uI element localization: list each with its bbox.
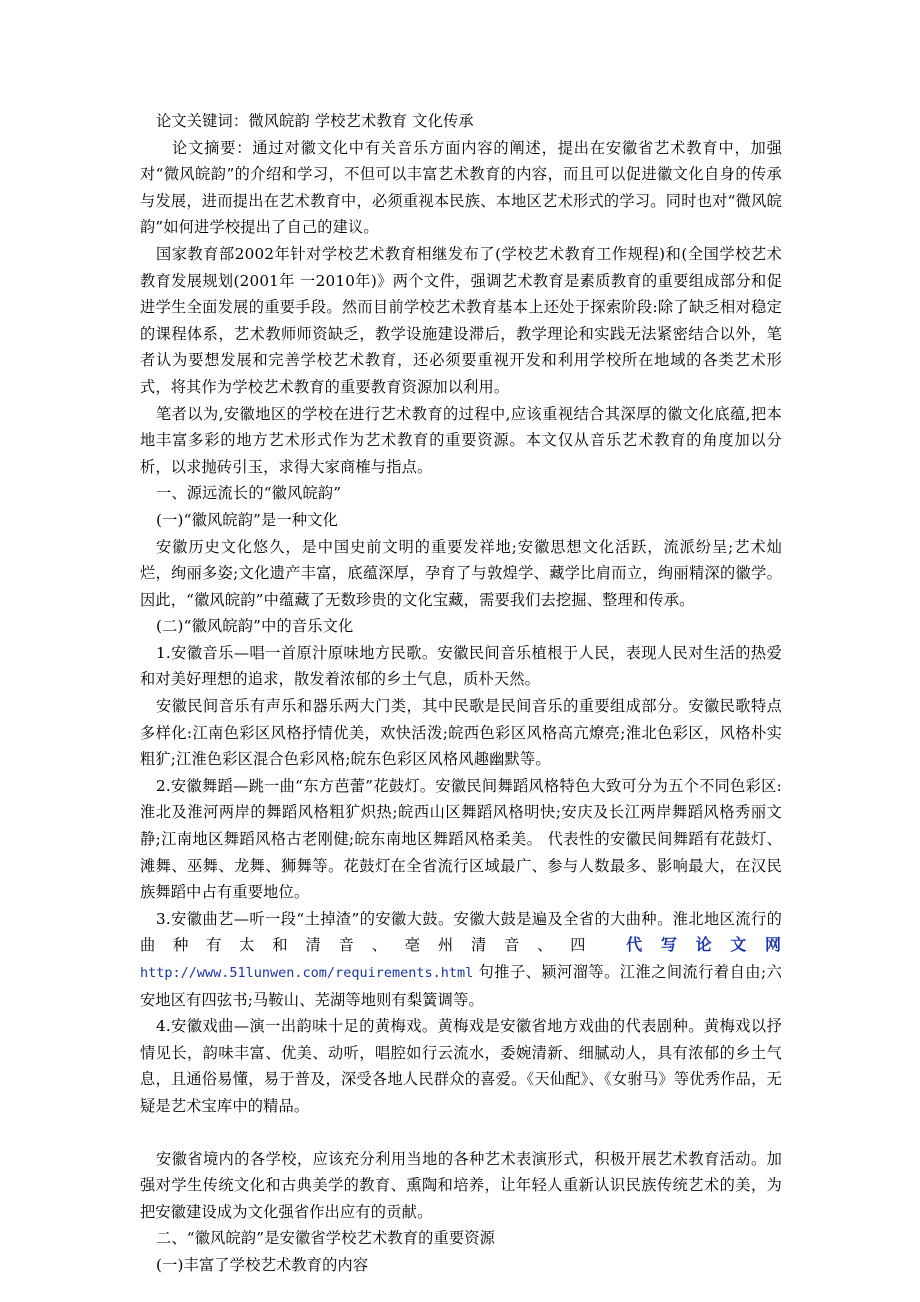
abstract-paragraph: 论文摘要：通过对徽文化中有关音乐方面内容的阐述，提出在安徽省艺术教育中，加强对“微风皖韵”的介绍和学习，不但可以丰富艺术教育的内容，而且可以促进徽文化自身的传承与发展，进而提出在艺术教育中，必须重视本民族、本地区艺术形式的学习。同时也对“微风皖韵”如何进学校提出了自己的建议。 (140, 138, 782, 237)
subheading-enrich: (一)丰富了学校艺术教育的内容 (156, 1255, 369, 1274)
quyi-paragraph (140, 906, 782, 1013)
ad-link-url[interactable]: http://www.51lunwen.com/requirements.html (140, 965, 474, 981)
keywords-line: 论文关键词：微风皖韵 学校艺术教育 文化传承 (156, 112, 474, 130)
author-view-paragraph: 笔者以为,安徽地区的学校在进行艺术教育的过程中,应该重视结合其深厚的徽文化底蕴,把本地丰富多彩的地方艺术形式作为艺术教育的重要资源。本文仅从音乐艺术教育的角度加以分析，以求抛砖引玉，求得大家商榷与指点。 (140, 404, 782, 476)
subheading-music-culture: (二)“徽风皖韵”中的音乐文化 (156, 617, 354, 636)
opera-paragraph: 4.安徽戏曲—演一出韵味十足的黄梅戏。黄梅戏是安徽省地方戏曲的代表剧种。黄梅戏以抒情见长，韵味丰富、优美、动听，唱腔如行云流水，委婉清新、细腻动人，具有浓郁的乡土气息，且通俗易懂，易于普及，深受各地人民群众的喜爱。《天仙配》、《女驸马》等优秀作品，无疑是艺术宝库中的精品。 (140, 1017, 782, 1115)
folk-music-paragraph: 安徽民间音乐有声乐和器乐两大门类，其中民歌是民间音乐的重要组成部分。安徽民歌特点多样化:江南色彩区风格抒情优美，欢快活泼;皖西色彩区风格高亢燎亮;淮北色彩区，风格朴实粗犷;江淮色彩区混合色彩风格;皖东色彩区风格风趣幽默等。 (140, 697, 782, 769)
paragraph-gap (140, 1120, 782, 1146)
section-heading-1: 一、源远流长的“徽风皖韵” (156, 484, 342, 503)
folk-song-paragraph: 1.安徽音乐—唱一首原汁原味地方民歌。安徽民间音乐植根于人民，表现人民对生活的热爱和对美好理想的追求，散发着浓郁的乡土气息，质朴天然。 (140, 643, 782, 689)
section-heading-2: 二、“徽风皖韵”是安徽省学校艺术教育的重要资源 (156, 1229, 496, 1248)
history-paragraph: 安徽历史文化悠久，是中国史前文明的重要发祥地;安徽思想文化活跃，流派纷呈;艺术灿烂，绚丽多姿;文化遗产丰富，底蕴深厚，孕育了与敦煌学、藏学比肩而立，绚丽精深的徽学。因此，“徽风皖韵”中蕴藏了无数珍贵的文化宝藏，需要我们去挖掘、整理和传承。 (140, 537, 782, 609)
quyi-text-start: 3.安徽曲艺—听一段“土掉渣”的安徽大鼓。安徽大鼓是遍及全省的大曲种。淮北地区流行的曲种有太和清音、亳州清音、四 (140, 909, 782, 955)
ad-link-title[interactable]: 代写论文网 (626, 935, 782, 955)
intro-paragraph: 国家教育部2002年针对学校艺术教育相继发布了(学校艺术教育工作规程)和(全国学校艺术教育发展规划(2001年 一2010年)》两个文件，强调艺术教育是素质教育的重要组成部分和促进学生全面发展的重要手段。然而目前学校艺术教育基本上还处于探索阶段:除了缺乏相对稳定的课程体系，艺术教师师资缺乏，教学设施建设滞后，教学理论和实践无法紧密结合以外，笔者认为要想发展和完善学校艺术教育，还必须要重视开发和利用学校所在地域的各类艺术形式，将其作为学校艺术教育的重要教育资源加以利用。 (140, 244, 782, 396)
quyi-text-end: 句推子、颍河溜等。江淮之间流行着自由;六安地区有四弦书;马鞍山、芜湖等地则有梨簧调等。 (140, 963, 783, 1009)
dance-paragraph: 2.安徽舞蹈—跳一曲“东方芭蕾”花鼓灯。安徽民间舞蹈风格特色大致可分为五个不同色彩区:淮北及淮河两岸的舞蹈风格粗犷炽热;皖西山区舞蹈风格明快;安庆及长江两岸舞蹈风格秀丽文静;江南地区舞蹈风格古老刚健;皖东南地区舞蹈风格柔美。 代表性的安徽民间舞蹈有花鼓灯、滩舞、巫舞、龙舞、狮舞等。花鼓灯在全省流行区域最广、参与人数最多、影响最大，在汉民族舞蹈中占有重要地位。 (140, 776, 782, 902)
document-page (140, 108, 782, 1279)
subheading-culture: (一)“徽风皖韵”是一种文化 (156, 510, 339, 529)
schools-paragraph: 安徽省境内的各学校，应该充分利用当地的各种艺术表演形式，积极开展艺术教育活动。加强对学生传统文化和古典美学的教育、熏陶和培养，让年轻人重新认识民族传统艺术的美，为把安徽建设成为文化强省作出应有的贡献。 (140, 1149, 782, 1221)
